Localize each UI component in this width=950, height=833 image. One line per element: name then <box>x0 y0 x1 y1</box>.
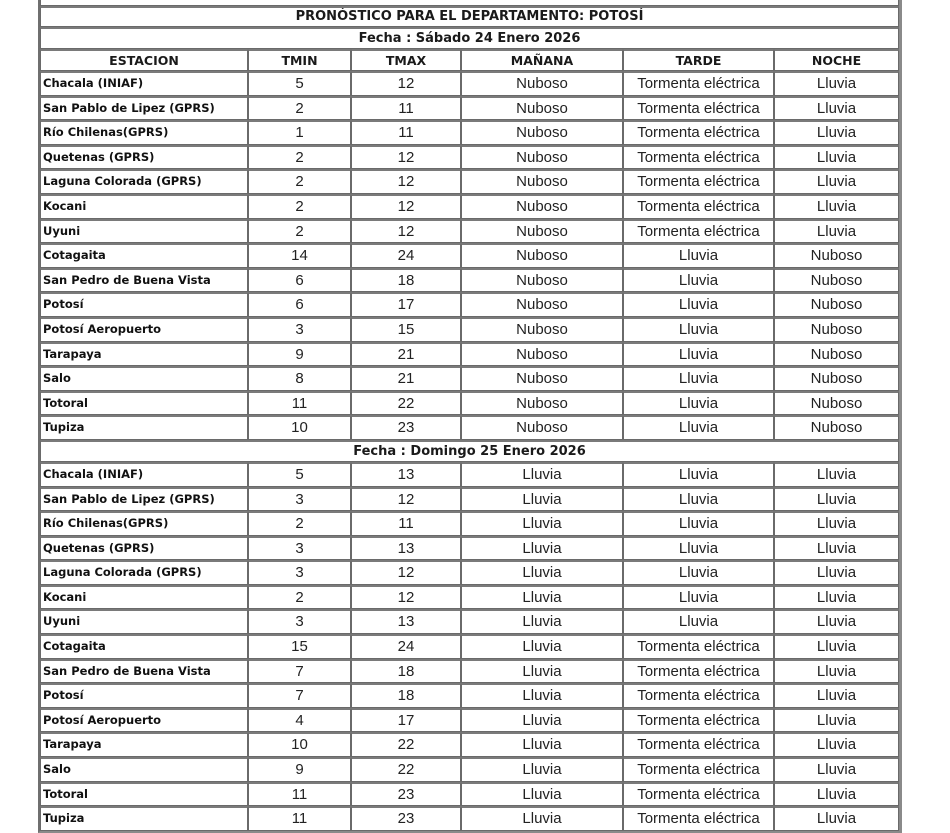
night-forecast: Lluvia <box>774 487 899 512</box>
morning-forecast: Nuboso <box>461 169 623 194</box>
night-forecast: Lluvia <box>774 732 899 757</box>
column-header-noche: NOCHE <box>774 49 899 71</box>
morning-forecast: Nuboso <box>461 243 623 268</box>
table-row <box>40 415 899 440</box>
station-name: Kocani <box>40 194 248 219</box>
night-forecast: Lluvia <box>774 71 899 96</box>
night-forecast: Lluvia <box>774 462 899 487</box>
station-name: Quetenas (GPRS) <box>40 145 248 170</box>
table-row <box>40 366 899 391</box>
afternoon-forecast: Lluvia <box>623 366 774 391</box>
table-row <box>40 317 899 342</box>
morning-forecast: Lluvia <box>461 659 623 684</box>
station-name: Totoral <box>40 782 248 807</box>
tmax-value: 13 <box>351 462 461 487</box>
station-name: Chacala (INIAF) <box>40 462 248 487</box>
tmin-value: 15 <box>248 634 351 659</box>
morning-forecast: Lluvia <box>461 806 623 831</box>
afternoon-forecast: Tormenta eléctrica <box>623 145 774 170</box>
afternoon-forecast: Lluvia <box>623 268 774 293</box>
morning-forecast: Lluvia <box>461 511 623 536</box>
night-forecast: Lluvia <box>774 659 899 684</box>
afternoon-forecast: Lluvia <box>623 609 774 634</box>
tmax-value: 23 <box>351 782 461 807</box>
station-name: Potosí <box>40 683 248 708</box>
night-forecast: Nuboso <box>774 292 899 317</box>
forecast-table-container <box>38 0 900 833</box>
station-name: San Pablo de Lipez (GPRS) <box>40 96 248 121</box>
table-row <box>40 609 899 634</box>
tmax-value: 24 <box>351 243 461 268</box>
table-row <box>40 145 899 170</box>
tmin-value: 10 <box>248 415 351 440</box>
station-name: Tarapaya <box>40 342 248 367</box>
afternoon-forecast: Tormenta eléctrica <box>623 219 774 244</box>
afternoon-forecast: Tormenta eléctrica <box>623 71 774 96</box>
table-row <box>40 219 899 244</box>
afternoon-forecast: Tormenta eléctrica <box>623 732 774 757</box>
table-row <box>40 536 899 561</box>
afternoon-forecast: Lluvia <box>623 317 774 342</box>
morning-forecast: Nuboso <box>461 145 623 170</box>
station-name: San Pedro de Buena Vista <box>40 268 248 293</box>
tmin-value: 2 <box>248 169 351 194</box>
station-name: Río Chilenas(GPRS) <box>40 120 248 145</box>
morning-forecast: Nuboso <box>461 317 623 342</box>
night-forecast: Nuboso <box>774 391 899 416</box>
tmax-value: 12 <box>351 219 461 244</box>
tmin-value: 6 <box>248 268 351 293</box>
morning-forecast: Lluvia <box>461 536 623 561</box>
column-header-tmax: TMAX <box>351 49 461 71</box>
night-forecast: Nuboso <box>774 366 899 391</box>
tmax-value: 17 <box>351 292 461 317</box>
table-row <box>40 585 899 610</box>
tmax-value: 23 <box>351 415 461 440</box>
date-label: Fecha : Sábado 24 Enero 2026 <box>40 27 899 49</box>
page-title: PRONÓSTICO PARA EL DEPARTAMENTO: POTOSÍ <box>40 6 899 27</box>
tmax-value: 18 <box>351 683 461 708</box>
station-name: Cotagaita <box>40 243 248 268</box>
station-name: Salo <box>40 757 248 782</box>
afternoon-forecast: Lluvia <box>623 391 774 416</box>
night-forecast: Lluvia <box>774 169 899 194</box>
afternoon-forecast: Tormenta eléctrica <box>623 782 774 807</box>
station-name: Kocani <box>40 585 248 610</box>
forecast-table <box>38 0 902 833</box>
morning-forecast: Nuboso <box>461 96 623 121</box>
table-row <box>40 292 899 317</box>
tmin-value: 7 <box>248 683 351 708</box>
column-header-tmin: TMIN <box>248 49 351 71</box>
night-forecast: Lluvia <box>774 609 899 634</box>
tmax-value: 23 <box>351 806 461 831</box>
night-forecast: Lluvia <box>774 757 899 782</box>
station-name: Laguna Colorada (GPRS) <box>40 169 248 194</box>
tmax-value: 13 <box>351 609 461 634</box>
tmax-value: 18 <box>351 659 461 684</box>
tmin-value: 3 <box>248 560 351 585</box>
table-row <box>40 782 899 807</box>
column-header-estacion: ESTACION <box>40 49 248 71</box>
morning-forecast: Nuboso <box>461 342 623 367</box>
afternoon-forecast: Lluvia <box>623 585 774 610</box>
station-name: Río Chilenas(GPRS) <box>40 511 248 536</box>
station-name: San Pedro de Buena Vista <box>40 659 248 684</box>
station-name: Tupiza <box>40 806 248 831</box>
morning-forecast: Nuboso <box>461 292 623 317</box>
tmin-value: 9 <box>248 342 351 367</box>
morning-forecast: Nuboso <box>461 366 623 391</box>
table-row <box>40 120 899 145</box>
tmin-value: 3 <box>248 609 351 634</box>
station-name: Salo <box>40 366 248 391</box>
table-row <box>40 560 899 585</box>
tmin-value: 11 <box>248 782 351 807</box>
afternoon-forecast: Tormenta eléctrica <box>623 194 774 219</box>
tmin-value: 5 <box>248 71 351 96</box>
morning-forecast: Lluvia <box>461 609 623 634</box>
morning-forecast: Lluvia <box>461 634 623 659</box>
station-name: Tupiza <box>40 415 248 440</box>
tmin-value: 2 <box>248 145 351 170</box>
night-forecast: Nuboso <box>774 243 899 268</box>
tmax-value: 12 <box>351 169 461 194</box>
tmax-value: 24 <box>351 634 461 659</box>
night-forecast: Lluvia <box>774 585 899 610</box>
night-forecast: Lluvia <box>774 683 899 708</box>
tmin-value: 9 <box>248 757 351 782</box>
table-row <box>40 732 899 757</box>
afternoon-forecast: Lluvia <box>623 292 774 317</box>
station-name: Uyuni <box>40 219 248 244</box>
afternoon-forecast: Tormenta eléctrica <box>623 708 774 733</box>
tmax-value: 11 <box>351 511 461 536</box>
table-row <box>40 96 899 121</box>
table-row <box>40 268 899 293</box>
night-forecast: Lluvia <box>774 120 899 145</box>
station-name: Quetenas (GPRS) <box>40 536 248 561</box>
tmin-value: 14 <box>248 243 351 268</box>
tmin-value: 2 <box>248 585 351 610</box>
afternoon-forecast: Lluvia <box>623 536 774 561</box>
night-forecast: Lluvia <box>774 96 899 121</box>
afternoon-forecast: Lluvia <box>623 342 774 367</box>
tmax-value: 12 <box>351 145 461 170</box>
tmin-value: 2 <box>248 194 351 219</box>
table-row <box>40 683 899 708</box>
morning-forecast: Nuboso <box>461 120 623 145</box>
table-row <box>40 806 899 831</box>
tmin-value: 8 <box>248 366 351 391</box>
date-label: Fecha : Domingo 25 Enero 2026 <box>40 440 899 462</box>
night-forecast: Lluvia <box>774 708 899 733</box>
night-forecast: Lluvia <box>774 511 899 536</box>
night-forecast: Nuboso <box>774 268 899 293</box>
night-forecast: Lluvia <box>774 194 899 219</box>
station-name: Totoral <box>40 391 248 416</box>
tmin-value: 4 <box>248 708 351 733</box>
tmax-value: 21 <box>351 366 461 391</box>
morning-forecast: Lluvia <box>461 732 623 757</box>
table-row <box>40 511 899 536</box>
tmax-value: 12 <box>351 71 461 96</box>
night-forecast: Nuboso <box>774 415 899 440</box>
table-row <box>40 462 899 487</box>
table-row <box>40 659 899 684</box>
tmax-value: 21 <box>351 342 461 367</box>
morning-forecast: Nuboso <box>461 415 623 440</box>
night-forecast: Lluvia <box>774 560 899 585</box>
tmin-value: 3 <box>248 317 351 342</box>
tmin-value: 5 <box>248 462 351 487</box>
tmax-value: 12 <box>351 487 461 512</box>
morning-forecast: Lluvia <box>461 462 623 487</box>
afternoon-forecast: Tormenta eléctrica <box>623 659 774 684</box>
table-row <box>40 634 899 659</box>
table-row <box>40 71 899 96</box>
date-row <box>40 27 899 49</box>
tmax-value: 18 <box>351 268 461 293</box>
tmin-value: 3 <box>248 487 351 512</box>
tmin-value: 11 <box>248 806 351 831</box>
table-row <box>40 243 899 268</box>
morning-forecast: Nuboso <box>461 268 623 293</box>
column-header-tarde: TARDE <box>623 49 774 71</box>
tmin-value: 2 <box>248 96 351 121</box>
afternoon-forecast: Lluvia <box>623 511 774 536</box>
night-forecast: Lluvia <box>774 219 899 244</box>
table-row <box>40 757 899 782</box>
afternoon-forecast: Tormenta eléctrica <box>623 757 774 782</box>
tmin-value: 10 <box>248 732 351 757</box>
night-forecast: Lluvia <box>774 536 899 561</box>
tmax-value: 12 <box>351 560 461 585</box>
night-forecast: Nuboso <box>774 342 899 367</box>
afternoon-forecast: Lluvia <box>623 462 774 487</box>
afternoon-forecast: Lluvia <box>623 415 774 440</box>
night-forecast: Nuboso <box>774 317 899 342</box>
tmin-value: 11 <box>248 391 351 416</box>
table-row <box>40 169 899 194</box>
header-row <box>40 49 899 71</box>
tmax-value: 11 <box>351 96 461 121</box>
station-name: Chacala (INIAF) <box>40 71 248 96</box>
station-name: Potosí <box>40 292 248 317</box>
tmin-value: 2 <box>248 219 351 244</box>
tmax-value: 12 <box>351 585 461 610</box>
station-name: Uyuni <box>40 609 248 634</box>
afternoon-forecast: Tormenta eléctrica <box>623 683 774 708</box>
table-row <box>40 194 899 219</box>
afternoon-forecast: Lluvia <box>623 243 774 268</box>
tmax-value: 17 <box>351 708 461 733</box>
afternoon-forecast: Tormenta eléctrica <box>623 634 774 659</box>
tmin-value: 6 <box>248 292 351 317</box>
tmax-value: 22 <box>351 757 461 782</box>
afternoon-forecast: Tormenta eléctrica <box>623 120 774 145</box>
morning-forecast: Lluvia <box>461 782 623 807</box>
afternoon-forecast: Tormenta eléctrica <box>623 96 774 121</box>
afternoon-forecast: Tormenta eléctrica <box>623 169 774 194</box>
morning-forecast: Nuboso <box>461 71 623 96</box>
station-name: Potosí Aeropuerto <box>40 317 248 342</box>
morning-forecast: Lluvia <box>461 757 623 782</box>
station-name: Tarapaya <box>40 732 248 757</box>
table-row <box>40 342 899 367</box>
morning-forecast: Lluvia <box>461 683 623 708</box>
night-forecast: Lluvia <box>774 806 899 831</box>
tmax-value: 11 <box>351 120 461 145</box>
morning-forecast: Nuboso <box>461 391 623 416</box>
column-header-manana: MAÑANA <box>461 49 623 71</box>
morning-forecast: Lluvia <box>461 560 623 585</box>
afternoon-forecast: Tormenta eléctrica <box>623 806 774 831</box>
tmax-value: 22 <box>351 732 461 757</box>
station-name: Potosí Aeropuerto <box>40 708 248 733</box>
tmax-value: 13 <box>351 536 461 561</box>
night-forecast: Lluvia <box>774 145 899 170</box>
night-forecast: Lluvia <box>774 782 899 807</box>
tmax-value: 22 <box>351 391 461 416</box>
afternoon-forecast: Lluvia <box>623 560 774 585</box>
station-name: San Pablo de Lipez (GPRS) <box>40 487 248 512</box>
tmin-value: 1 <box>248 120 351 145</box>
table-row <box>40 708 899 733</box>
table-row <box>40 487 899 512</box>
morning-forecast: Lluvia <box>461 487 623 512</box>
station-name: Laguna Colorada (GPRS) <box>40 560 248 585</box>
tmin-value: 7 <box>248 659 351 684</box>
afternoon-forecast: Lluvia <box>623 487 774 512</box>
table-title-row <box>40 6 899 27</box>
table-row <box>40 391 899 416</box>
tmin-value: 3 <box>248 536 351 561</box>
station-name: Cotagaita <box>40 634 248 659</box>
tmax-value: 15 <box>351 317 461 342</box>
night-forecast: Lluvia <box>774 634 899 659</box>
morning-forecast: Lluvia <box>461 585 623 610</box>
morning-forecast: Lluvia <box>461 708 623 733</box>
tmax-value: 12 <box>351 194 461 219</box>
morning-forecast: Nuboso <box>461 219 623 244</box>
date-row <box>40 440 899 462</box>
tmin-value: 2 <box>248 511 351 536</box>
morning-forecast: Nuboso <box>461 194 623 219</box>
